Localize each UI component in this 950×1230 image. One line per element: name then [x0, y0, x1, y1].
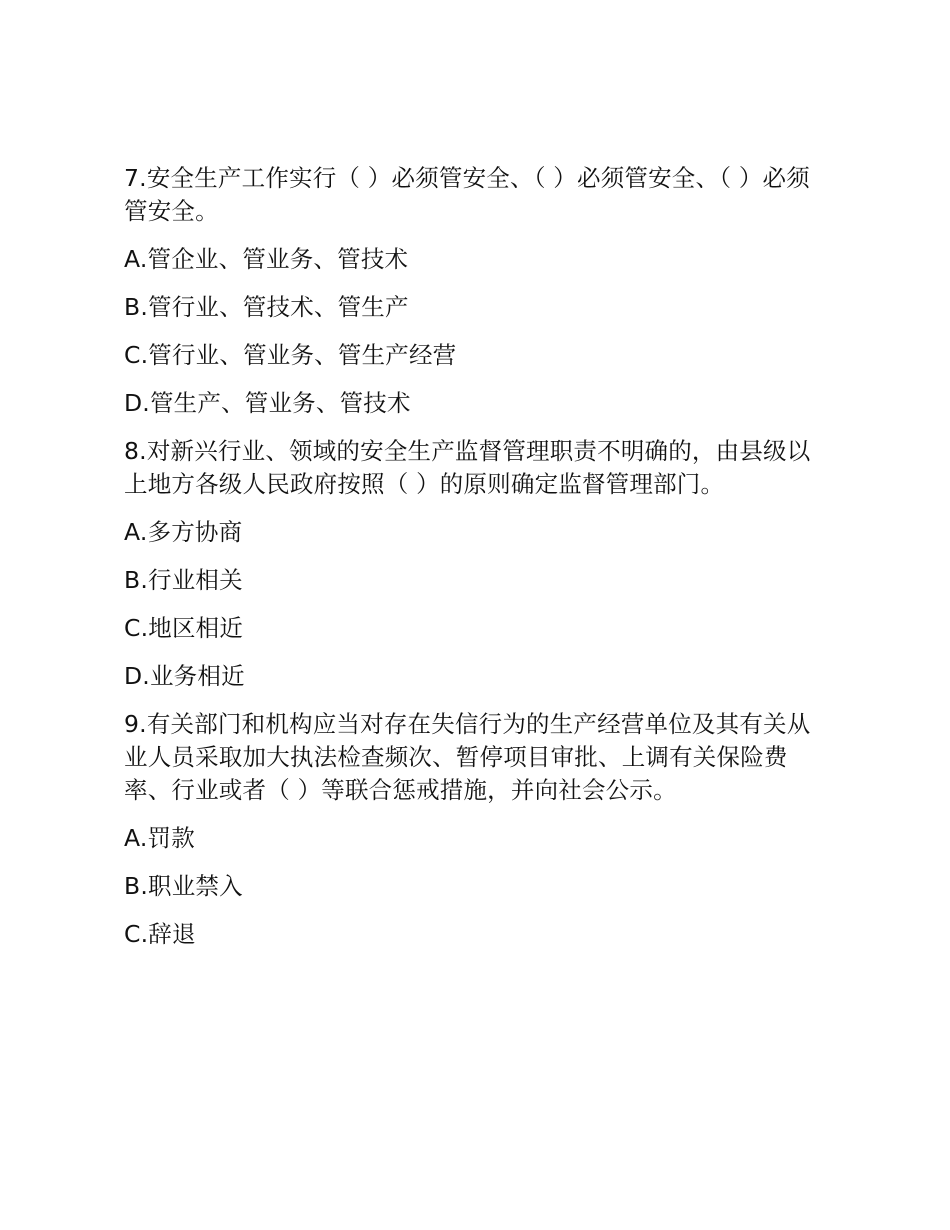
- question-7-option-a: A.管企业、管业务、管技术: [124, 245, 409, 273]
- question-7-option-b: B.管行业、管技术、管生产: [124, 293, 409, 321]
- question-8-stem: 8.对新兴行业、领域的安全生产监督管理职责不明确的，由县级以上地方各级人民政府按照（ ）的原则确定监督管理部门。: [124, 437, 811, 498]
- question-7-option-c: C.管行业、管业务、管生产经营: [124, 341, 457, 369]
- question-8-option-c: C.地区相近: [124, 614, 244, 642]
- question-8-option-b: B.行业相关: [124, 566, 243, 594]
- question-7-stem: 7.安全生产工作实行（ ）必须管安全、（ ）必须管安全、（ ）必须管安全。: [124, 164, 810, 225]
- question-9-stem: 9.有关部门和机构应当对存在失信行为的生产经营单位及其有关从业人员采取加大执法检查频次、暂停项目审批、上调有关保险费率、行业或者（ ）等联合惩戒措施，并向社会公示。: [124, 710, 811, 804]
- question-9-option-a: A.罚款: [124, 824, 195, 852]
- question-8-option-d: D.业务相近: [124, 662, 245, 690]
- question-9-option-b: B.职业禁入: [124, 872, 243, 900]
- document-page: [124, 162, 824, 966]
- question-9-option-c: C.辞退: [124, 920, 196, 948]
- question-7-option-d: D.管生产、管业务、管技术: [124, 389, 411, 417]
- question-8-option-a: A.多方协商: [124, 518, 243, 546]
